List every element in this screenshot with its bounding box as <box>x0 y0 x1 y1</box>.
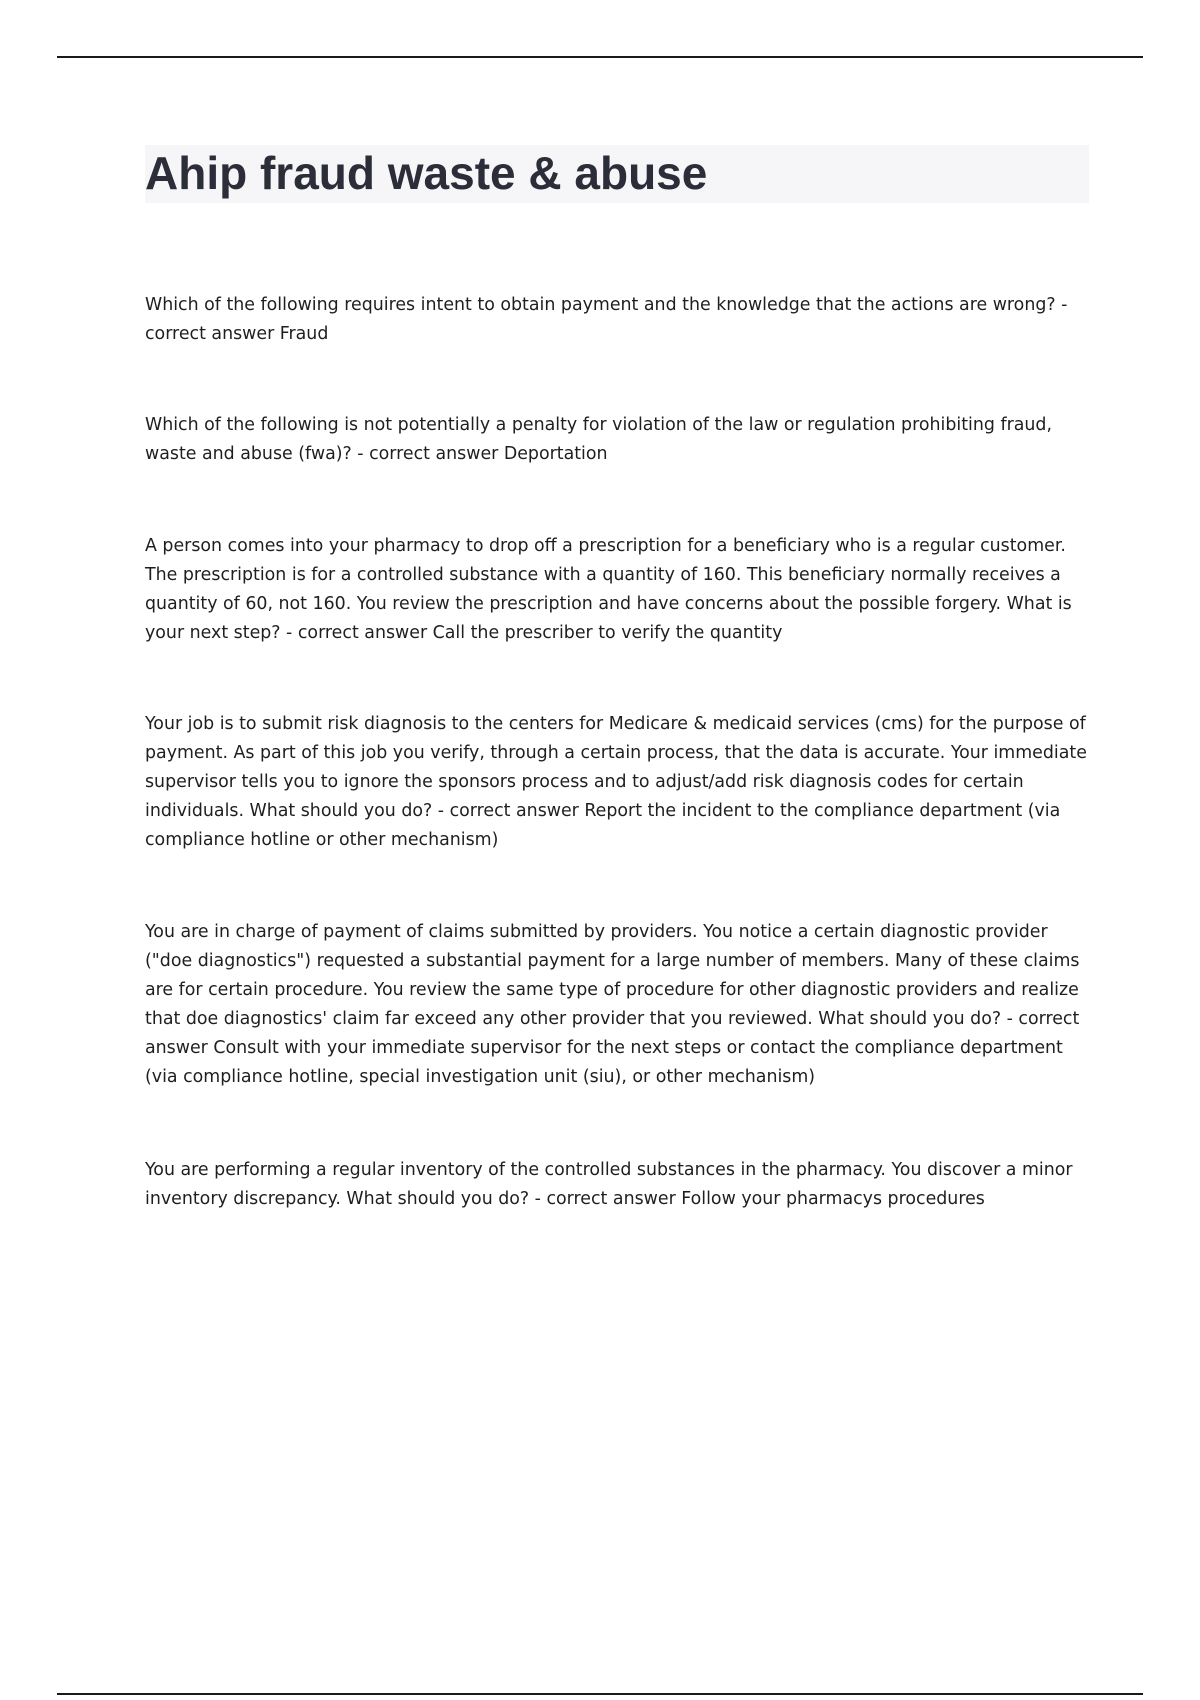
qa-entry-3: A person comes into your pharmacy to drop off a prescription for a beneficiary who is a regular customer. The prescription is for a controlled substance with a quantity of 160. This beneficiary normally receives a quantity of 60, not 160. You review the prescription and have concerns about the possible forgery. What is your next step? - correct answer Call the prescriber to verify the quantity <box>145 536 1072 643</box>
qa-entry-6: You are performing a regular inventory of the controlled substances in the pharmacy. You discover a minor inventory discrepancy. What should you do? - correct answer Follow your pharmacys procedures <box>145 1160 1073 1209</box>
top-rule <box>57 56 1143 58</box>
qa-entry-5: You are in charge of payment of claims submitted by providers. You notice a certain diagnostic provider ("doe diagnostics") requested a substantial payment for a large number of members. Many of these claims are for certain procedure. You review the same type of procedure for other diagnostic providers and realize that doe diagnostics' claim far exceed any other provider that you reviewed. What should you do? - correct answer Consult with your immediate supervisor for the next steps or contact the compliance department (via compliance hotline, special investigation unit (siu), or other mechanism) <box>145 922 1080 1087</box>
qa-entry-1: Which of the following requires intent to obtain payment and the knowledge that the actions are wrong? - correct answer Fraud <box>145 295 1068 344</box>
bottom-rule <box>57 1693 1143 1695</box>
qa-entry-2: Which of the following is not potentially a penalty for violation of the law or regulation prohibiting fraud, waste and abuse (fwa)? - correct answer Deportation <box>145 415 1052 464</box>
document-title: Ahip fraud waste & abuse <box>145 147 708 199</box>
qa-entry-4: Your job is to submit risk diagnosis to the centers for Medicare & medicaid services (cms) for the purpose of payment. As part of this job you verify, through a certain process, that the data is accurate. Your immediate supervisor tells you to ignore the sponsors process and to adjust/add risk diagnosis codes for certain individuals. What should you do? - correct answer Report the incident to the compliance department (via compliance hotline or other mechanism) <box>145 714 1087 850</box>
